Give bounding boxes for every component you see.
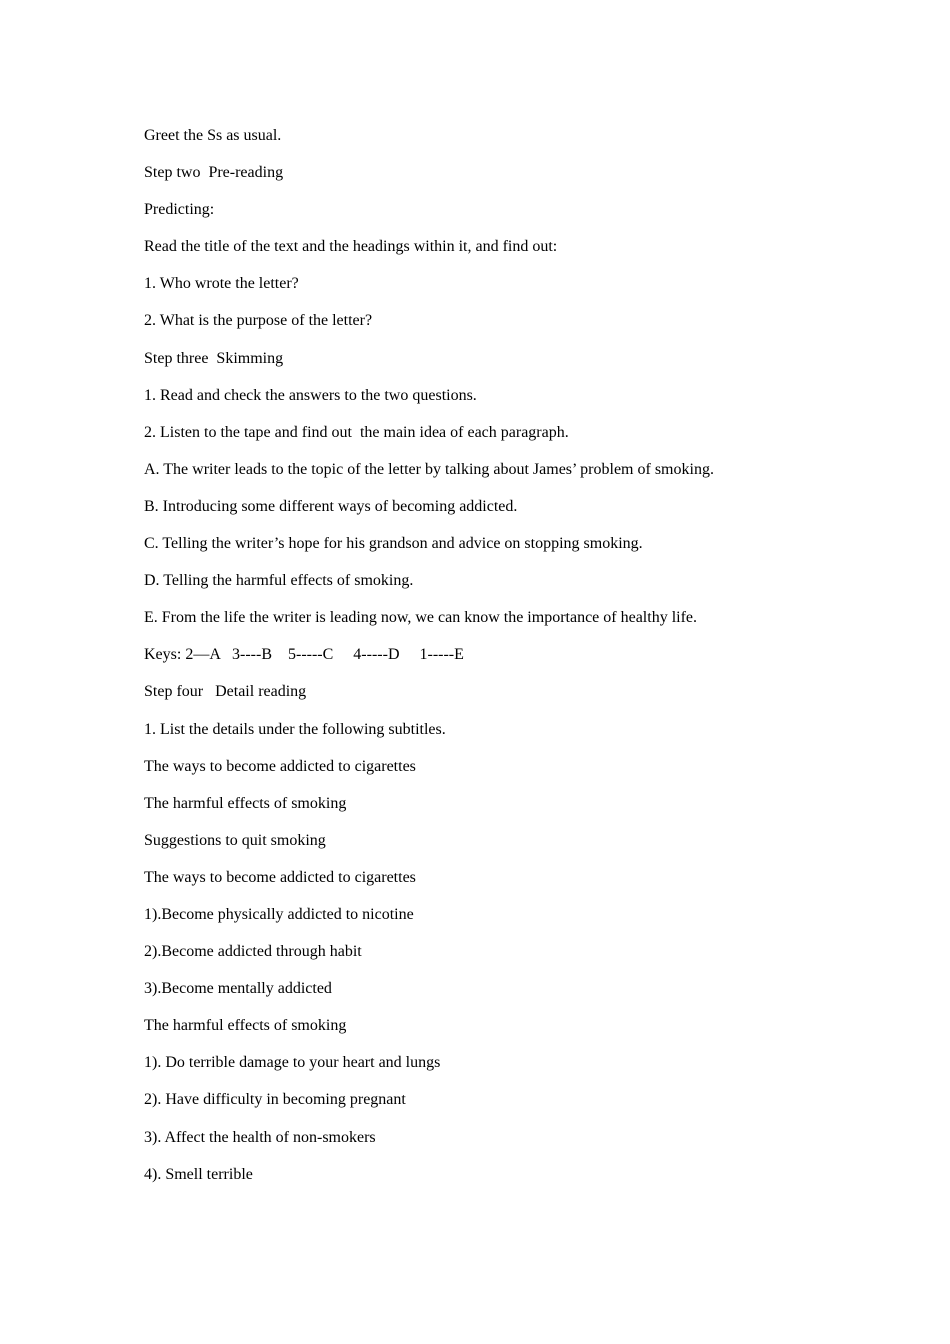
text-line: The ways to become addicted to cigarettes [144, 868, 416, 886]
list-item: 2).Become addicted through habit [144, 943, 362, 961]
list-item: 3).Become mentally addicted [144, 980, 332, 998]
text-line: Greet the Ss as usual. [144, 127, 282, 144]
list-item: 3). Affect the health of non-smokers [144, 1128, 376, 1146]
list-item: 1). Do terrible damage to your heart and lungs [144, 1054, 441, 1072]
text-line: The ways to become addicted to cigarettes [144, 757, 416, 775]
text-line: The harmful effects of smoking [144, 1017, 347, 1035]
answer-keys: Keys: 2—A 3----B 5-----C 4-----D 1-----E [144, 646, 464, 664]
list-item: 2). Have difficulty in becoming pregnant [144, 1091, 406, 1109]
section-heading: Step three Skimming [144, 349, 284, 367]
text-line: Suggestions to quit smoking [144, 831, 326, 849]
text-line: Read the title of the text and the headings within it, and find out: [144, 238, 558, 256]
section-heading: Step two Pre-reading [144, 164, 284, 182]
section-heading: Step four Detail reading [144, 683, 307, 701]
text-line: A. The writer leads to the topic of the letter by talking about James’ problem of smoking. [144, 460, 714, 478]
text-line: C. Telling the writer’s hope for his grandson and advice on stopping smoking. [144, 535, 643, 553]
text-line: B. Introducing some different ways of becoming addicted. [144, 497, 518, 515]
text-line: 1. Who wrote the letter? [144, 275, 299, 293]
text-line: The harmful effects of smoking [144, 794, 347, 812]
text-line: 2. Listen to the tape and find out the main idea of each paragraph. [144, 423, 569, 441]
text-line: Predicting: [144, 201, 215, 219]
document-body [144, 125, 864, 1201]
text-line: D. Telling the harmful effects of smoking. [144, 572, 414, 590]
list-item: 1).Become physically addicted to nicotine [144, 905, 414, 923]
text-line: 2. What is the purpose of the letter? [144, 312, 373, 330]
list-item: 4). Smell terrible [144, 1165, 253, 1183]
text-line: E. From the life the writer is leading now, we can know the importance of healthy life. [144, 609, 698, 627]
text-line: 1. Read and check the answers to the two questions. [144, 386, 477, 404]
text-line: 1. List the details under the following subtitles. [144, 720, 446, 738]
